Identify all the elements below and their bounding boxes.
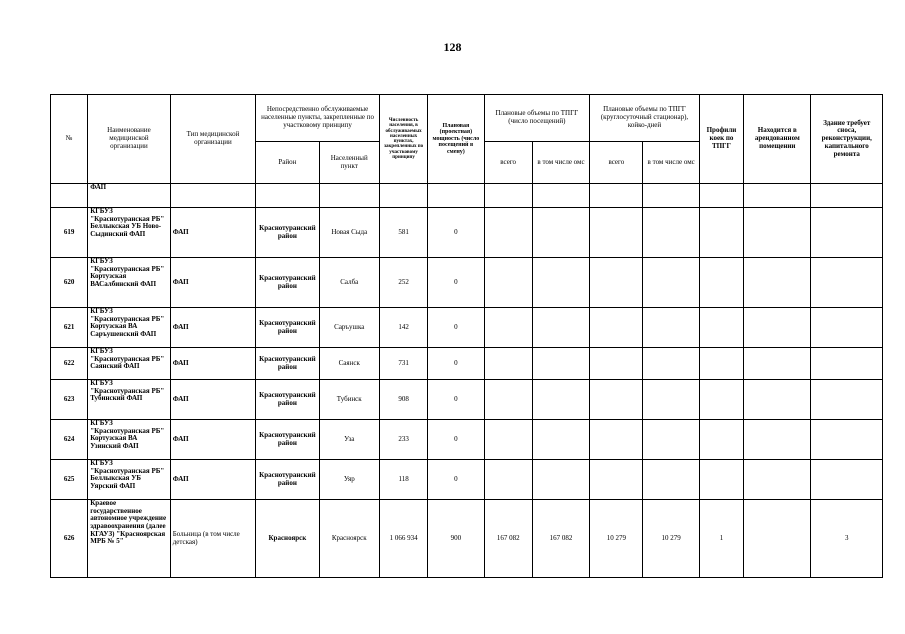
row-hospital-oms xyxy=(643,258,699,308)
row-repair xyxy=(811,460,883,500)
row-repair xyxy=(811,258,883,308)
row-name: КГБУЗ "Краснотуранская РБ" Кортузская ВАСалбинский ФАП xyxy=(88,258,170,308)
row-repair xyxy=(811,348,883,380)
row-type: ФАП xyxy=(170,420,256,460)
row-hospital-total xyxy=(590,380,643,420)
row-visits-total xyxy=(484,460,532,500)
row-name: Краевое государственное автономное учреждение здравоохранения (далее КГАУЗ) "Красноярская МРБ № 5" xyxy=(88,500,170,578)
header-settlements-group: Непосредственно обслуживаемые населенные пункты, закрепленные по участковому принципу xyxy=(256,95,380,142)
row-capacity: 0 xyxy=(428,380,484,420)
row-settlement: Саянск xyxy=(319,348,379,380)
row-hospital-total xyxy=(590,208,643,258)
row-settlement: Тубинск xyxy=(319,380,379,420)
row-population: 118 xyxy=(379,460,427,500)
header-no: № xyxy=(51,95,88,184)
row-capacity: 0 xyxy=(428,348,484,380)
row-population: 1 066 934 xyxy=(379,500,427,578)
row-name: КГБУЗ "Краснотуранская РБ" Кортузская ВА Узинский ФАП xyxy=(88,420,170,460)
header-hospital-total: всего xyxy=(590,142,643,184)
row-repair: 3 xyxy=(811,500,883,578)
row-hospital-oms xyxy=(643,348,699,380)
row-number: 620 xyxy=(51,258,88,308)
row-visits-oms xyxy=(532,380,589,420)
row-visits-oms xyxy=(532,348,589,380)
header-org-type: Тип медицинской организации xyxy=(170,95,256,184)
row-settlement: Саръушка xyxy=(319,308,379,348)
row-rented xyxy=(744,500,811,578)
row-district: Краснотуранский район xyxy=(256,420,319,460)
row-bed-profiles xyxy=(699,258,743,308)
row-number: 622 xyxy=(51,348,88,380)
row-district: Краснотуранский район xyxy=(256,460,319,500)
row-rented xyxy=(744,348,811,380)
header-district: Район xyxy=(256,142,319,184)
row-rented xyxy=(744,420,811,460)
row-rented xyxy=(744,258,811,308)
header-hospital-oms: в том числе омс xyxy=(643,142,699,184)
table-header xyxy=(51,95,883,184)
row-population: 581 xyxy=(379,208,427,258)
header-population: Численность населения, в обслуживаемых населенных пунктах, закрепленных по участковому принципу xyxy=(379,95,427,184)
row-population: 142 xyxy=(379,308,427,348)
row-hospital-total xyxy=(590,420,643,460)
row-population: 908 xyxy=(379,380,427,420)
row-rented xyxy=(744,208,811,258)
header-visits-total: всего xyxy=(484,142,532,184)
row-repair xyxy=(811,308,883,348)
row-visits-total xyxy=(484,420,532,460)
row-settlement: Салба xyxy=(319,258,379,308)
row-number: 626 xyxy=(51,500,88,578)
row-visits-total xyxy=(484,308,532,348)
row-bed-profiles xyxy=(699,460,743,500)
header-capacity: Плановая (проектная) мощность (число посещений в смену) xyxy=(428,95,484,184)
row-hospital-total xyxy=(590,460,643,500)
row-capacity: 0 xyxy=(428,208,484,258)
facilities-table xyxy=(50,94,883,578)
row-population: 233 xyxy=(379,420,427,460)
row-rented xyxy=(744,380,811,420)
row-rented xyxy=(744,308,811,348)
row-district: Краснотуранский район xyxy=(256,380,319,420)
header-visits-oms: в том числе омс xyxy=(532,142,589,184)
row-hospital-oms xyxy=(643,460,699,500)
row-capacity: 0 xyxy=(428,460,484,500)
header-repair: Здание требует сноса, реконструкции, капитального ремонта xyxy=(811,95,883,184)
row-repair xyxy=(811,420,883,460)
row-hospital-oms xyxy=(643,380,699,420)
row-capacity: 0 xyxy=(428,258,484,308)
row-settlement: Красноярск xyxy=(319,500,379,578)
row-district: Краснотуранский район xyxy=(256,208,319,258)
row-type: ФАП xyxy=(170,308,256,348)
row-number: 625 xyxy=(51,460,88,500)
row-visits-total xyxy=(484,208,532,258)
row-type: ФАП xyxy=(170,380,256,420)
row-hospital-total xyxy=(590,308,643,348)
header-visits-group: Плановые объемы по ТПГГ (число посещений) xyxy=(484,95,590,142)
table-row xyxy=(51,348,883,380)
row-name: КГБУЗ "Краснотуранская РБ" Тубинский ФАП xyxy=(88,380,170,420)
row-number: 619 xyxy=(51,208,88,258)
row-number: 623 xyxy=(51,380,88,420)
row-district: Краснотуранский район xyxy=(256,348,319,380)
row-settlement: Новая Сыда xyxy=(319,208,379,258)
row-hospital-total xyxy=(590,348,643,380)
row-visits-total: 167 082 xyxy=(484,500,532,578)
continuation-row xyxy=(51,184,883,208)
table-body xyxy=(51,184,883,578)
row-visits-oms xyxy=(532,258,589,308)
row-population: 252 xyxy=(379,258,427,308)
row-name: КГБУЗ "Краснотуранская РБ" Саянский ФАП xyxy=(88,348,170,380)
row-hospital-oms xyxy=(643,420,699,460)
page-number: 128 xyxy=(443,40,462,54)
header-org-name: Наименование медицинской организации xyxy=(88,95,170,184)
table-row xyxy=(51,258,883,308)
row-population: 731 xyxy=(379,348,427,380)
row-visits-total xyxy=(484,380,532,420)
row-bed-profiles xyxy=(699,308,743,348)
row-hospital-total xyxy=(590,258,643,308)
row-visits-oms: 167 082 xyxy=(532,500,589,578)
row-visits-total xyxy=(484,258,532,308)
row-type: ФАП xyxy=(170,258,256,308)
row-bed-profiles: 1 xyxy=(699,500,743,578)
row-settlement: Уяр xyxy=(319,460,379,500)
row-number: 624 xyxy=(51,420,88,460)
row-hospital-total: 10 279 xyxy=(590,500,643,578)
row-visits-total xyxy=(484,348,532,380)
header-bed-profiles: Профили коек по ТПГГ xyxy=(699,95,743,184)
table-row xyxy=(51,380,883,420)
table-row xyxy=(51,420,883,460)
row-hospital-oms xyxy=(643,308,699,348)
row-district: Краснотуранский район xyxy=(256,258,319,308)
row-number: 621 xyxy=(51,308,88,348)
row-name: КГБУЗ "Краснотуранская РБ" Беллыкская УБ Уярский ФАП xyxy=(88,460,170,500)
row-visits-oms xyxy=(532,308,589,348)
row-bed-profiles xyxy=(699,208,743,258)
continuation-name: ФАП xyxy=(88,184,170,208)
row-rented xyxy=(744,460,811,500)
row-repair xyxy=(811,380,883,420)
header-hospital-group: Плановые объемы по ТПГГ (круглосуточный стационар), койко-дней xyxy=(590,95,700,142)
row-capacity: 0 xyxy=(428,308,484,348)
row-visits-oms xyxy=(532,420,589,460)
row-district: Красноярск xyxy=(256,500,319,578)
row-district: Краснотуранский район xyxy=(256,308,319,348)
row-bed-profiles xyxy=(699,380,743,420)
header-rented: Находится в арендованном помещении xyxy=(744,95,811,184)
row-visits-oms xyxy=(532,460,589,500)
row-type: ФАП xyxy=(170,460,256,500)
row-visits-oms xyxy=(532,208,589,258)
row-hospital-oms: 10 279 xyxy=(643,500,699,578)
row-type: Больница (в том числе детская) xyxy=(170,500,256,578)
row-hospital-oms xyxy=(643,208,699,258)
row-repair xyxy=(811,208,883,258)
table-row xyxy=(51,208,883,258)
row-capacity: 0 xyxy=(428,420,484,460)
row-bed-profiles xyxy=(699,348,743,380)
row-bed-profiles xyxy=(699,420,743,460)
table-row xyxy=(51,500,883,578)
row-type: ФАП xyxy=(170,348,256,380)
row-type: ФАП xyxy=(170,208,256,258)
table-row xyxy=(51,308,883,348)
table-row xyxy=(51,460,883,500)
row-name: КГБУЗ "Краснотуранская РБ" Кортузская ВА Саръушенский ФАП xyxy=(88,308,170,348)
row-capacity: 900 xyxy=(428,500,484,578)
row-settlement: Уза xyxy=(319,420,379,460)
row-name: КГБУЗ "Краснотуранская РБ" Беллыкская УБ Ново-Сыдинский ФАП xyxy=(88,208,170,258)
header-settlement: Населенный пункт xyxy=(319,142,379,184)
